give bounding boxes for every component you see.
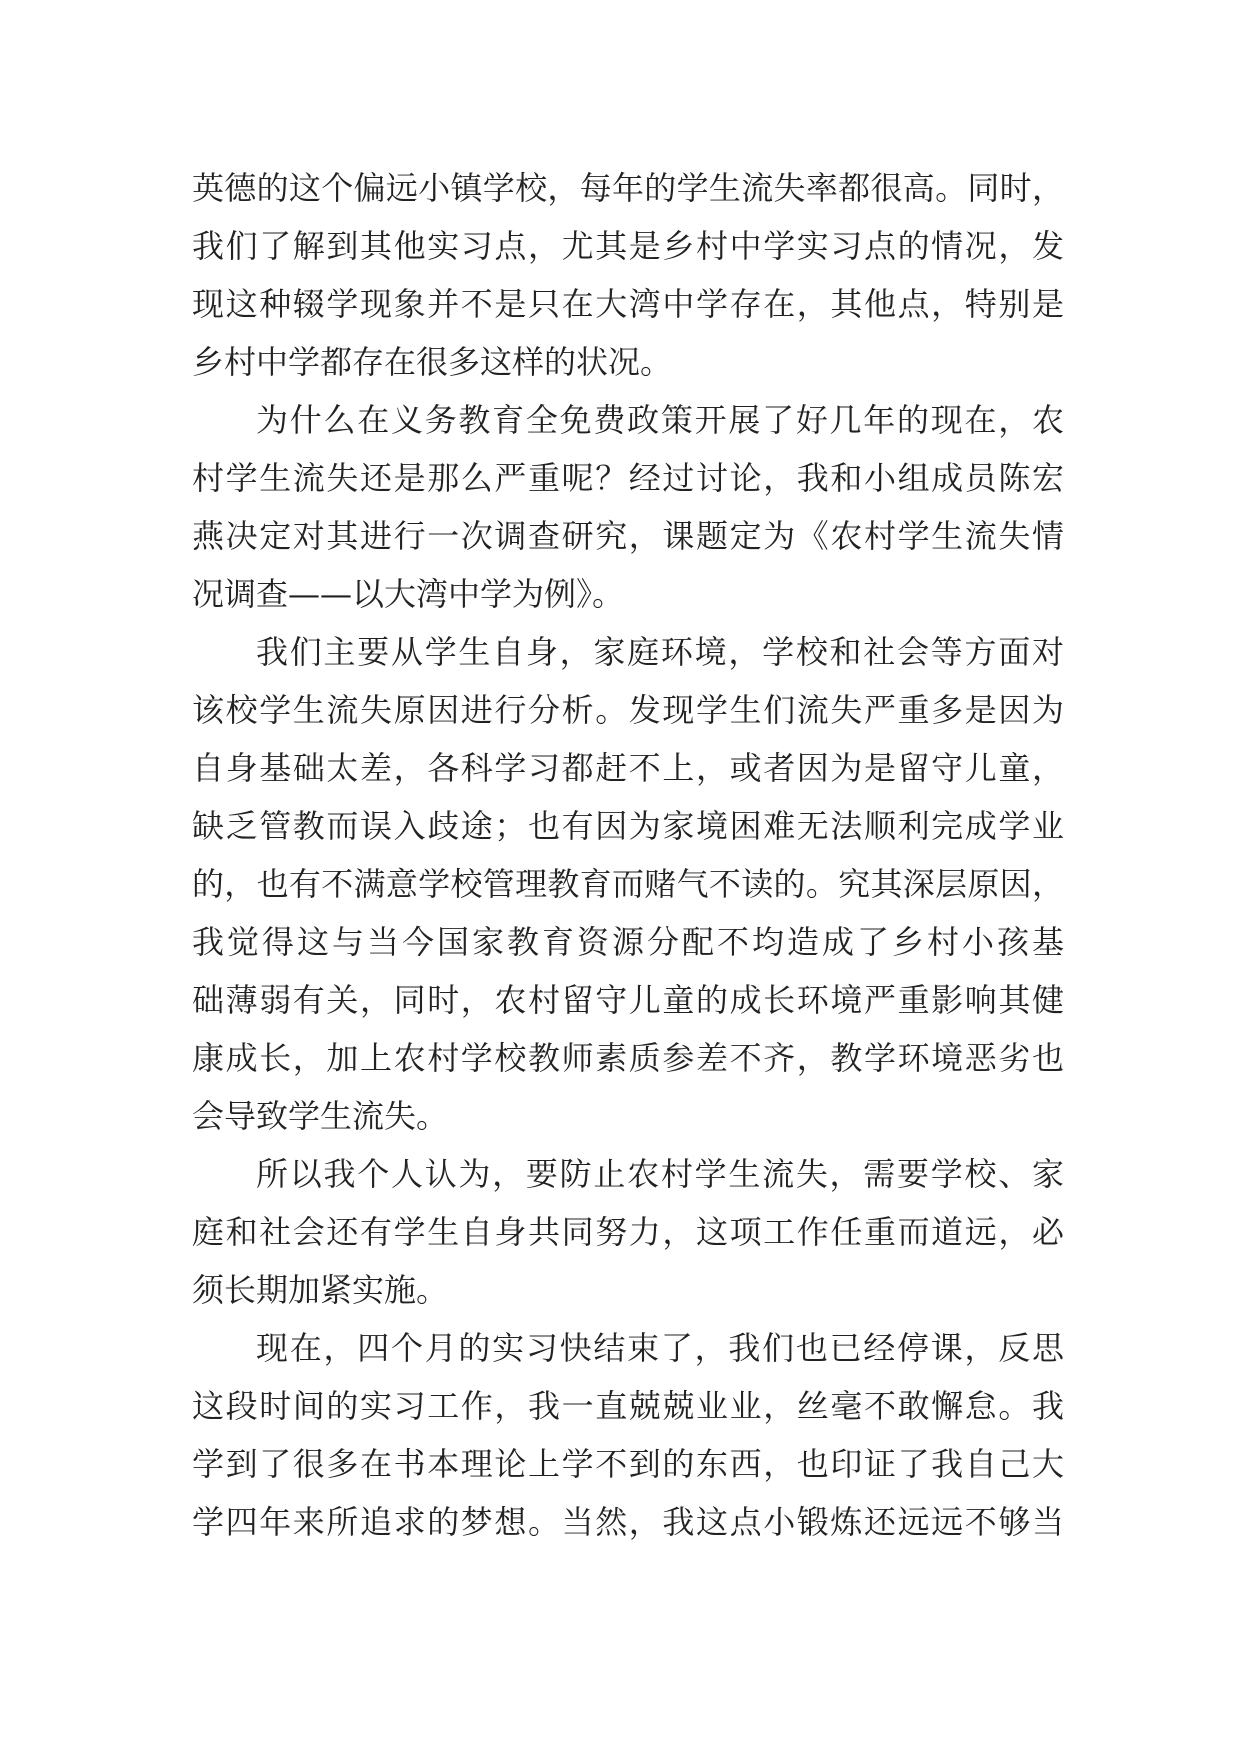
text-line: 缺乏管教而误入歧途；也有因为家境困难无法顺利完成学业 — [192, 807, 1064, 845]
paragraph-1 — [192, 159, 1064, 391]
text-line: 况调查——以大湾中学为例》。 — [192, 575, 625, 613]
text-line: 村学生流失还是那么严重呢？经过讨论，我和小组成员陈宏 — [192, 459, 1064, 497]
text-line: 康成长，加上农村学校教师素质参差不齐，教学环境恶劣也 — [192, 1039, 1064, 1077]
text-line: 现这种辍学现象并不是只在大湾中学存在，其他点，特别是 — [192, 285, 1064, 323]
text-line: 该校学生流失原因进行分析。发现学生们流失严重多是因为 — [192, 691, 1064, 729]
text-line: 础薄弱有关，同时，农村留守儿童的成长环境严重影响其健 — [192, 981, 1064, 1019]
paragraph-3 — [192, 623, 1064, 1145]
text-line: 所以我个人认为，要防止农村学生流失，需要学校、家 — [256, 1155, 1064, 1193]
text-line: 我们主要从学生自身，家庭环境，学校和社会等方面对 — [256, 633, 1064, 671]
text-line: 这段时间的实习工作，我一直兢兢业业，丝毫不敢懈怠。我 — [192, 1387, 1064, 1425]
paragraph-4 — [192, 1145, 1064, 1319]
text-line: 会导致学生流失。 — [192, 1097, 449, 1135]
text-line: 英德的这个偏远小镇学校，每年的学生流失率都很高。同时， — [192, 169, 1064, 207]
text-line: 现在，四个月的实习快结束了，我们也已经停课，反思 — [256, 1329, 1064, 1367]
text-line: 学到了很多在书本理论上学不到的东西，也印证了我自己大 — [192, 1445, 1064, 1483]
text-line: 自身基础太差，各科学习都赶不上，或者因为是留守儿童， — [192, 749, 1064, 787]
paragraph-5 — [192, 1319, 1064, 1551]
text-line: 庭和社会还有学生自身共同努力，这项工作任重而道远，必 — [192, 1213, 1064, 1251]
text-line: 燕决定对其进行一次调查研究，课题定为《农村学生流失情 — [192, 517, 1064, 555]
text-line: 须长期加紧实施。 — [192, 1271, 449, 1309]
text-line: 乡村中学都存在很多这样的状况。 — [192, 343, 673, 381]
text-line: 我觉得这与当今国家教育资源分配不均造成了乡村小孩基 — [192, 923, 1064, 961]
text-line: 学四年来所追求的梦想。当然，我这点小锻炼还远远不够当 — [192, 1503, 1064, 1541]
text-line: 我们了解到其他实习点，尤其是乡村中学实习点的情况，发 — [192, 227, 1064, 265]
body-text — [192, 159, 1064, 1551]
paragraph-2 — [192, 391, 1064, 623]
text-line: 的，也有不满意学校管理教育而赌气不读的。究其深层原因， — [192, 865, 1064, 903]
text-line: 为什么在义务教育全免费政策开展了好几年的现在，农 — [256, 401, 1064, 439]
